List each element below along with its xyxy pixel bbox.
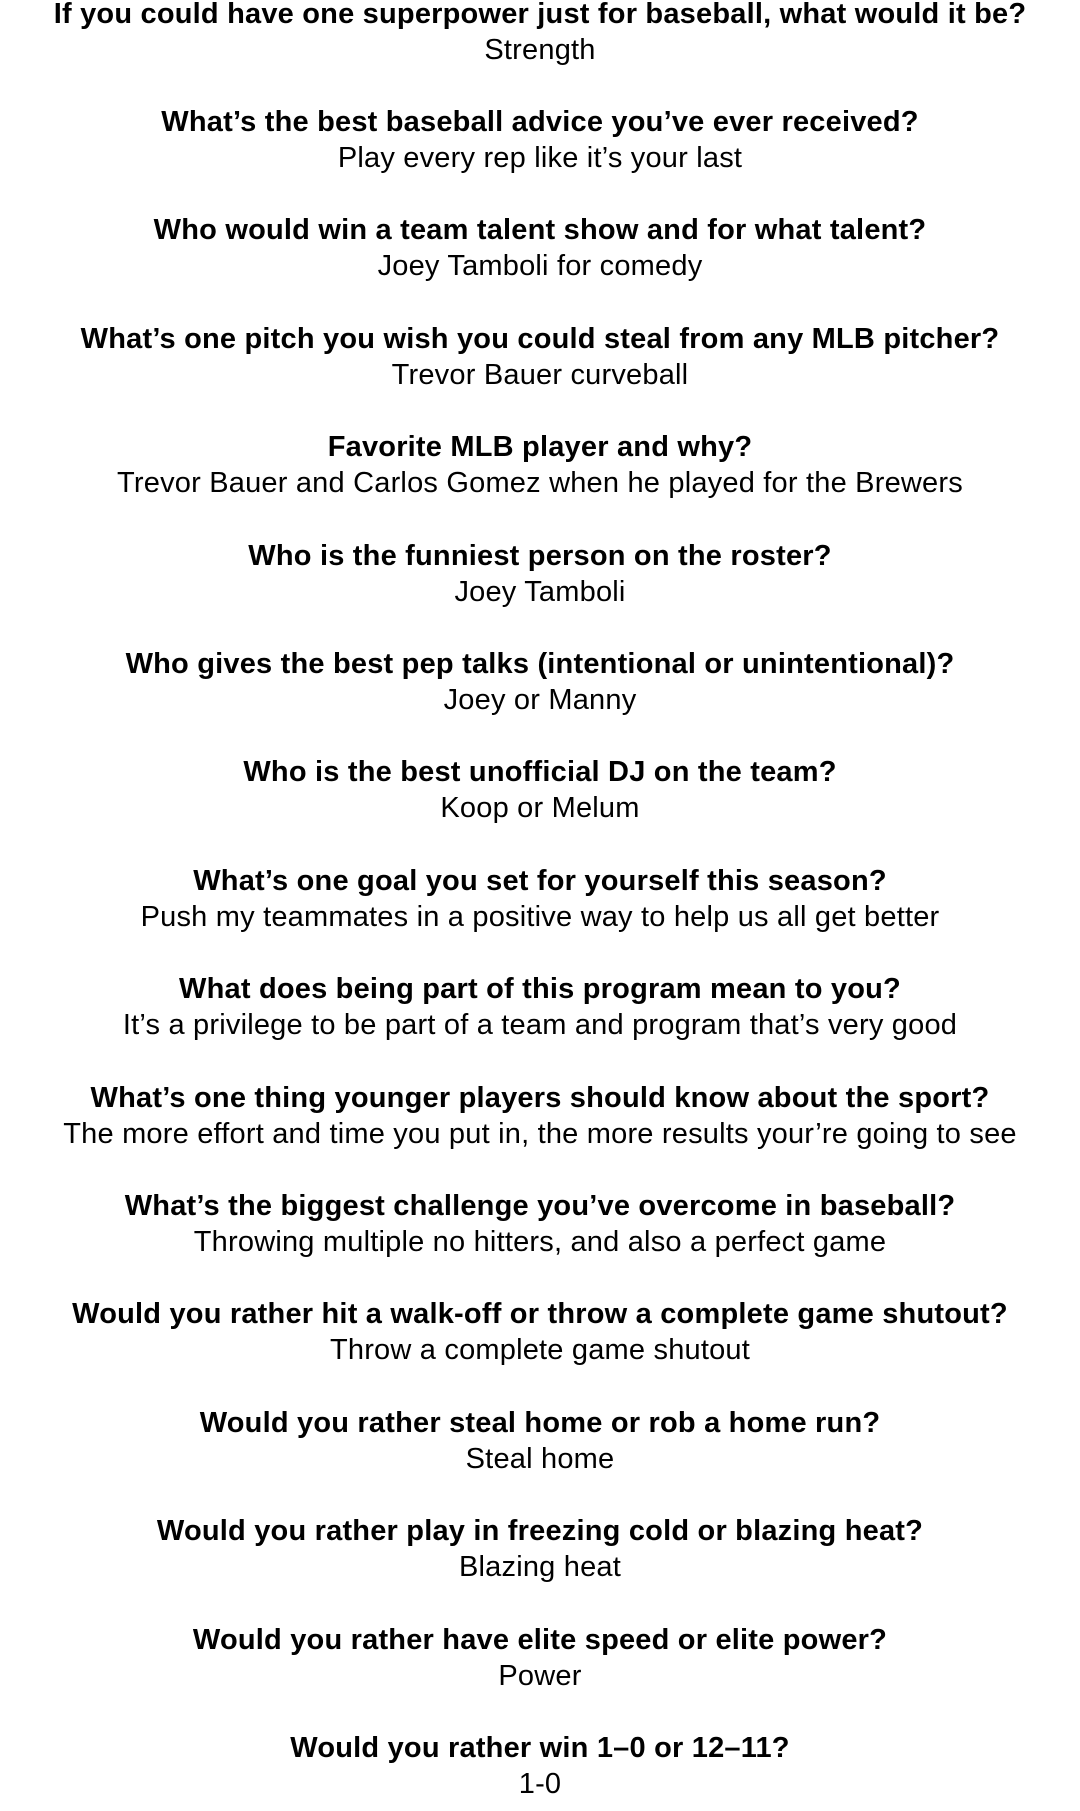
answer: Strength	[484, 34, 596, 66]
question: Who gives the best pep talks (intentional or unintentional)?	[125, 648, 955, 680]
qa-item	[0, 1622, 1080, 1694]
answer: Koop or Melum	[440, 792, 640, 824]
answer: 1-0	[518, 1768, 562, 1800]
question: Would you rather win 1–0 or 12–11?	[290, 1732, 790, 1764]
question: What’s the biggest challenge you’ve overcome in baseball?	[124, 1190, 956, 1222]
question: Who is the funniest person on the roster?	[248, 540, 832, 572]
question: What’s one thing younger players should know about the sport?	[90, 1082, 990, 1114]
qa-item	[0, 212, 1080, 284]
answer: Joey Tamboli	[454, 576, 626, 608]
qa-item	[0, 1296, 1080, 1368]
qa-item	[0, 538, 1080, 610]
qa-item	[0, 104, 1080, 176]
answer: It’s a privilege to be part of a team and program that’s very good	[122, 1009, 958, 1041]
question: Would you rather hit a walk-off or throw a complete game shutout?	[72, 1298, 1008, 1330]
qa-item	[0, 321, 1080, 393]
question: Would you rather steal home or rob a home run?	[199, 1407, 881, 1439]
qa-item	[0, 971, 1080, 1043]
answer: Joey or Manny	[443, 684, 637, 716]
qa-item	[0, 754, 1080, 826]
qa-item	[0, 0, 1080, 68]
qa-item	[0, 1188, 1080, 1260]
answer: Throw a complete game shutout	[329, 1334, 751, 1366]
qa-item	[0, 1405, 1080, 1477]
question: What’s the best baseball advice you’ve ever received?	[161, 106, 919, 138]
question: Favorite MLB player and why?	[327, 431, 753, 463]
qa-item	[0, 646, 1080, 718]
answer: Throwing multiple no hitters, and also a perfect game	[193, 1226, 887, 1258]
answer: Trevor Bauer curveball	[391, 359, 689, 391]
answer: Power	[498, 1660, 582, 1692]
answer: The more effort and time you put in, the more results your’re going to see	[63, 1118, 1017, 1150]
question: Who is the best unofficial DJ on the team?	[243, 756, 837, 788]
question: Would you rather play in freezing cold or blazing heat?	[156, 1515, 924, 1547]
question: What’s one goal you set for yourself this season?	[193, 865, 887, 897]
answer: Joey Tamboli for comedy	[377, 250, 703, 282]
qa-item	[0, 1080, 1080, 1152]
answer: Blazing heat	[458, 1551, 621, 1583]
question: Would you rather have elite speed or elite power?	[192, 1624, 888, 1656]
qa-item	[0, 1513, 1080, 1585]
qa-item	[0, 429, 1080, 501]
question: What does being part of this program mean to you?	[179, 973, 901, 1005]
answer: Push my teammates in a positive way to help us all get better	[140, 901, 940, 933]
qa-item	[0, 1730, 1080, 1802]
answer: Play every rep like it’s your last	[337, 142, 743, 174]
question: Who would win a team talent show and for what talent?	[153, 214, 927, 246]
question: If you could have one superpower just for baseball, what would it be?	[53, 0, 1027, 30]
qa-item	[0, 863, 1080, 935]
question: What’s one pitch you wish you could steal from any MLB pitcher?	[80, 323, 1000, 355]
answer: Steal home	[465, 1443, 615, 1475]
answer: Trevor Bauer and Carlos Gomez when he played for the Brewers	[117, 467, 963, 499]
